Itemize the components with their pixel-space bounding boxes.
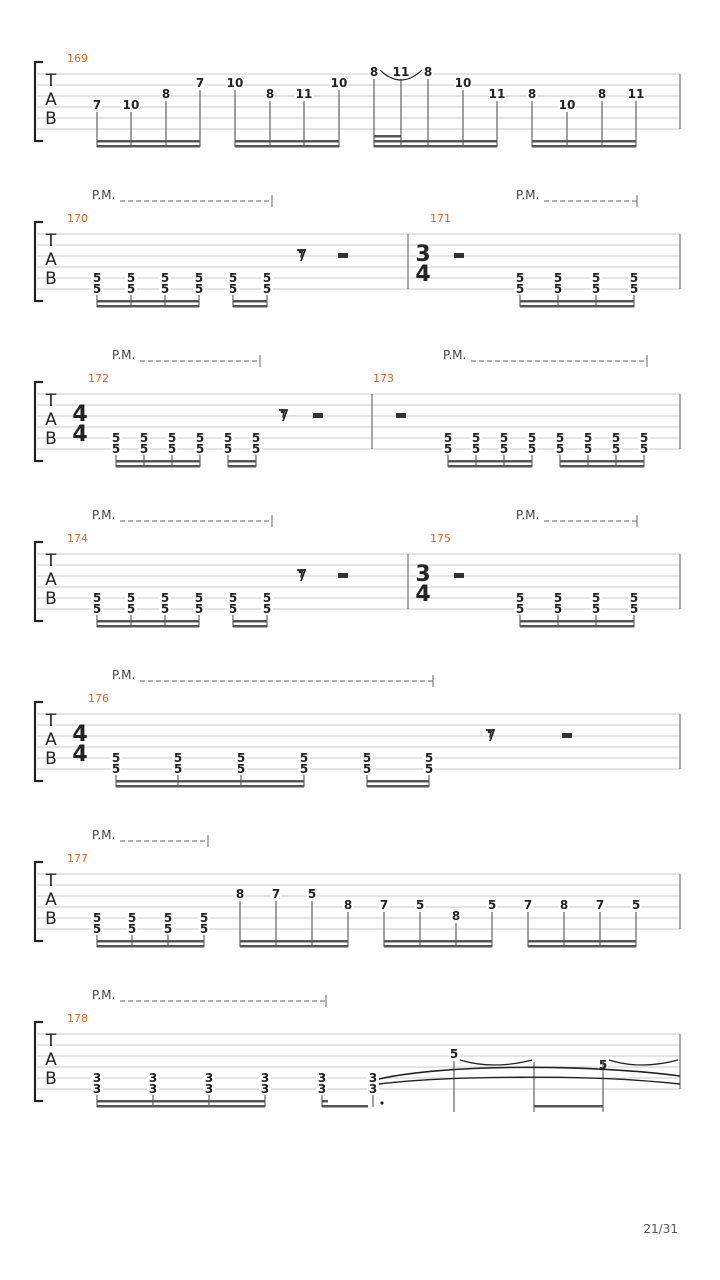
- fret-number: 10: [558, 98, 576, 112]
- fret-number: 5: [499, 431, 509, 445]
- fret-number: 5: [92, 922, 102, 936]
- fret-number: 5: [160, 602, 170, 616]
- fret-number: 5: [471, 442, 481, 456]
- fret-number: 5: [583, 442, 593, 456]
- note: [265, 87, 275, 147]
- fret-number: 11: [488, 87, 506, 101]
- half-rest: [338, 573, 348, 578]
- fret-number: 5: [173, 751, 183, 765]
- staff-system: [35, 828, 680, 948]
- fret-number: 3: [204, 1071, 214, 1085]
- fret-number: 5: [127, 922, 137, 936]
- measure: [67, 1012, 680, 1112]
- beam: [367, 780, 429, 783]
- fret-number: 7: [271, 887, 281, 901]
- measure: [408, 532, 680, 628]
- fret-number: 5: [92, 271, 102, 285]
- tab-clef-letter: A: [45, 250, 57, 270]
- beam: [97, 625, 199, 628]
- fret-number: 5: [471, 431, 481, 445]
- note: [226, 76, 244, 147]
- note: [379, 898, 389, 947]
- time-signature-top: 3: [415, 242, 431, 267]
- fret-number: 5: [126, 591, 136, 605]
- staff-system: [35, 52, 680, 148]
- tab-clef-letter: A: [45, 890, 57, 910]
- tab-clef-letter: A: [45, 90, 57, 110]
- fret-number: 3: [92, 1071, 102, 1085]
- fret-number: 5: [262, 591, 272, 605]
- fret-number: 5: [553, 271, 563, 285]
- half-rest: [454, 253, 464, 258]
- beam: [228, 460, 256, 463]
- fret-number: 5: [167, 431, 177, 445]
- fret-number: 5: [160, 271, 170, 285]
- fret-number: 5: [611, 431, 621, 445]
- beam: [374, 145, 497, 148]
- measure-number: 173: [373, 372, 394, 385]
- time-signature-bottom: 4: [72, 422, 88, 447]
- time-signature-top: 3: [415, 562, 431, 587]
- fret-number: 5: [555, 431, 565, 445]
- beam: [97, 145, 200, 148]
- staff-system: [35, 668, 680, 788]
- fret-number: 5: [443, 431, 453, 445]
- fret-number: 5: [629, 602, 639, 616]
- fret-number: 5: [167, 442, 177, 456]
- fret-number: 5: [111, 751, 121, 765]
- beam: [97, 945, 204, 948]
- measure: [67, 532, 408, 628]
- fret-number: 5: [251, 431, 261, 445]
- tab-clef-letter: T: [45, 231, 57, 251]
- note: [415, 898, 425, 947]
- measure-number: 177: [67, 852, 88, 865]
- note: [161, 87, 171, 147]
- fret-number: 5: [199, 911, 209, 925]
- beam: [534, 1105, 603, 1108]
- beam: [560, 460, 644, 463]
- fret-number: 7: [595, 898, 605, 912]
- fret-number: 10: [226, 76, 244, 90]
- tab-clef-letter: T: [45, 71, 57, 91]
- fret-number: 5: [228, 282, 238, 296]
- beam: [97, 1105, 265, 1108]
- fret-number: 5: [598, 1058, 608, 1072]
- fret-number: 5: [611, 442, 621, 456]
- fret-number: 10: [454, 76, 472, 90]
- fret-number: 3: [148, 1071, 158, 1085]
- fret-number: 5: [449, 1047, 459, 1061]
- note: [523, 898, 533, 947]
- fret-number: 5: [591, 602, 601, 616]
- fret-number: 5: [629, 282, 639, 296]
- beam: [97, 140, 200, 143]
- fret-number: 8: [559, 898, 569, 912]
- note: [597, 87, 607, 147]
- fret-number: 5: [92, 911, 102, 925]
- measure-number: 172: [88, 372, 109, 385]
- beam: [97, 940, 204, 943]
- fret-number: 5: [515, 271, 525, 285]
- fret-number: 8: [265, 87, 275, 101]
- fret-number: 5: [515, 602, 525, 616]
- note: [307, 887, 317, 947]
- fret-number: 5: [195, 431, 205, 445]
- fret-number: 8: [597, 87, 607, 101]
- beam: [322, 1105, 368, 1108]
- fret-number: 5: [223, 431, 233, 445]
- tab-clef-letter: A: [45, 730, 57, 750]
- fret-number: 7: [523, 898, 533, 912]
- beam: [384, 940, 492, 943]
- note: [392, 65, 410, 147]
- beam: [560, 465, 644, 468]
- note: [488, 87, 506, 147]
- fret-number: 5: [362, 751, 372, 765]
- fret-number: 5: [299, 751, 309, 765]
- beam: [97, 620, 199, 623]
- palm-mute-label: P.M.: [92, 988, 116, 1002]
- palm-mute-label: P.M.: [443, 348, 467, 362]
- note: [92, 98, 102, 147]
- beam: [367, 785, 429, 788]
- fret-number: 5: [228, 271, 238, 285]
- palm-mute-label: P.M.: [112, 668, 136, 682]
- measure: [67, 212, 408, 308]
- measure-number: 175: [430, 532, 451, 545]
- half-rest: [562, 733, 572, 738]
- beam: [520, 620, 634, 623]
- fret-number: 5: [591, 591, 601, 605]
- fret-number: 3: [260, 1082, 270, 1096]
- fret-number: 5: [236, 762, 246, 776]
- beam: [520, 625, 634, 628]
- fret-number: 5: [251, 442, 261, 456]
- fret-number: 5: [527, 431, 537, 445]
- fret-number: 5: [139, 431, 149, 445]
- fret-number: 5: [553, 602, 563, 616]
- fret-number: 8: [369, 65, 379, 79]
- fret-number: 11: [392, 65, 410, 79]
- fret-number: 5: [195, 442, 205, 456]
- tie-arc: [609, 1060, 678, 1065]
- beam: [97, 300, 199, 303]
- fret-number: 5: [527, 442, 537, 456]
- fret-number: 5: [499, 442, 509, 456]
- fret-number: 5: [631, 898, 641, 912]
- fret-number: 5: [139, 442, 149, 456]
- fret-number: 3: [148, 1082, 158, 1096]
- tab-clef-letter: B: [45, 589, 57, 609]
- beam: [528, 940, 636, 943]
- staff-system: [35, 188, 680, 308]
- tab-clef-letter: T: [45, 391, 57, 411]
- fret-number: 7: [92, 98, 102, 112]
- fret-number: 5: [362, 762, 372, 776]
- staff-system: [35, 988, 680, 1112]
- measure-number: 170: [67, 212, 88, 225]
- beam: [233, 620, 267, 623]
- fret-number: 5: [199, 922, 209, 936]
- tab-clef-letter: B: [45, 269, 57, 289]
- fret-number: 10: [122, 98, 140, 112]
- fret-number: 5: [639, 442, 649, 456]
- note: [295, 87, 313, 147]
- tab-clef-letter: A: [45, 410, 57, 430]
- fret-number: 5: [262, 271, 272, 285]
- beam: [448, 465, 532, 468]
- note: [595, 898, 605, 947]
- beam: [116, 465, 200, 468]
- fret-number: 5: [553, 282, 563, 296]
- beam: [528, 945, 636, 948]
- tab-clef-letter: B: [45, 1069, 57, 1089]
- note: [559, 898, 569, 947]
- fret-number: 3: [368, 1071, 378, 1085]
- fret-number: 5: [629, 271, 639, 285]
- palm-mute-label: P.M.: [92, 188, 116, 202]
- measure-number: 174: [67, 532, 88, 545]
- measure-number: 176: [88, 692, 109, 705]
- fret-number: 5: [515, 591, 525, 605]
- fret-number: 5: [228, 591, 238, 605]
- fret-number: 8: [343, 898, 353, 912]
- fret-number: 5: [194, 602, 204, 616]
- measure: [372, 372, 680, 468]
- time-signature-top: 4: [72, 402, 88, 427]
- fret-number: 5: [299, 762, 309, 776]
- fret-number: 8: [527, 87, 537, 101]
- fret-number: 5: [415, 898, 425, 912]
- note: [367, 1071, 379, 1107]
- time-signature-bottom: 4: [415, 582, 431, 607]
- fret-number: 5: [223, 442, 233, 456]
- fret-number: 5: [173, 762, 183, 776]
- fret-number: 5: [111, 762, 121, 776]
- fret-number: 5: [194, 591, 204, 605]
- measure-number: 178: [67, 1012, 88, 1025]
- note: [631, 898, 641, 947]
- time-signature-bottom: 4: [415, 262, 431, 287]
- fret-number: 5: [126, 282, 136, 296]
- note: [558, 98, 576, 147]
- tab-clef-letter: B: [45, 109, 57, 129]
- fret-number: 5: [639, 431, 649, 445]
- beam: [374, 140, 497, 143]
- half-rest: [396, 413, 406, 418]
- fret-number: 5: [262, 602, 272, 616]
- tab-clef-letter: B: [45, 909, 57, 929]
- fret-number: 8: [235, 887, 245, 901]
- note: [487, 898, 497, 947]
- fret-number: 5: [307, 887, 317, 901]
- fret-number: 7: [195, 76, 205, 90]
- note: [454, 76, 472, 147]
- measure: [72, 372, 372, 468]
- tab-clef-letter: T: [45, 551, 57, 571]
- fret-number: 5: [553, 591, 563, 605]
- beam: [97, 305, 199, 308]
- measure-number: 171: [430, 212, 451, 225]
- measure: [67, 852, 680, 948]
- beam: [228, 465, 256, 468]
- palm-mute-label: P.M.: [112, 348, 136, 362]
- fret-number: 5: [160, 282, 170, 296]
- beam: [240, 940, 348, 943]
- tab-clef-letter: B: [45, 429, 57, 449]
- tab-clef-letter: B: [45, 749, 57, 769]
- fret-number: 3: [317, 1082, 327, 1096]
- beam: [448, 460, 532, 463]
- beam: [322, 1100, 328, 1103]
- fret-number: 5: [262, 282, 272, 296]
- staff-system: [35, 508, 680, 628]
- beam: [116, 780, 304, 783]
- note: [369, 65, 379, 147]
- beam: [520, 300, 634, 303]
- fret-number: 8: [423, 65, 433, 79]
- fret-number: 5: [443, 442, 453, 456]
- fret-number: 11: [295, 87, 313, 101]
- eighth-rest: 𝄾: [487, 724, 493, 745]
- fret-number: 8: [161, 87, 171, 101]
- palm-mute-label: P.M.: [92, 508, 116, 522]
- note: [195, 76, 205, 147]
- tab-clef-letter: T: [45, 871, 57, 891]
- note: [343, 898, 353, 947]
- palm-mute-label: P.M.: [516, 508, 540, 522]
- fret-number: 3: [204, 1082, 214, 1096]
- half-rest: [338, 253, 348, 258]
- beam: [233, 305, 267, 308]
- beam: [233, 300, 267, 303]
- beam: [240, 945, 348, 948]
- fret-number: 10: [330, 76, 348, 90]
- fret-number: 5: [487, 898, 497, 912]
- fret-number: 3: [92, 1082, 102, 1096]
- half-rest: [454, 573, 464, 578]
- fret-number: 5: [591, 282, 601, 296]
- fret-number: 11: [627, 87, 645, 101]
- fret-number: 5: [111, 431, 121, 445]
- note: [330, 76, 348, 147]
- beam: [520, 305, 634, 308]
- beam: [374, 135, 401, 138]
- eighth-rest: 𝄾: [280, 404, 286, 425]
- fret-number: 5: [194, 271, 204, 285]
- tab-clef-letter: T: [45, 711, 57, 731]
- half-rest: [313, 413, 323, 418]
- fret-number: 5: [424, 751, 434, 765]
- tab-clef-letter: A: [45, 1050, 57, 1070]
- fret-number: 5: [194, 282, 204, 296]
- fret-number: 3: [260, 1071, 270, 1085]
- fret-number: 5: [163, 911, 173, 925]
- note: [235, 887, 245, 947]
- palm-mute-label: P.M.: [516, 188, 540, 202]
- fret-number: 3: [368, 1082, 378, 1096]
- measure-number: 169: [67, 52, 88, 65]
- page-indicator: 21/31: [643, 1222, 678, 1236]
- beam: [532, 140, 636, 143]
- fret-number: 5: [591, 271, 601, 285]
- fret-number: 5: [92, 591, 102, 605]
- note: [527, 87, 537, 147]
- staff-system: [35, 348, 680, 468]
- fret-number: 5: [236, 751, 246, 765]
- fret-number: 5: [228, 602, 238, 616]
- note: [271, 887, 281, 947]
- note: [122, 98, 140, 147]
- beam: [97, 1100, 265, 1103]
- measure: [408, 212, 680, 308]
- fret-number: 5: [629, 591, 639, 605]
- fret-number: 5: [163, 922, 173, 936]
- measure: [72, 692, 680, 788]
- measure: [67, 52, 680, 148]
- fret-number: 5: [160, 591, 170, 605]
- note: [627, 87, 645, 147]
- tab-clef-letter: T: [45, 1031, 57, 1051]
- eighth-rest: 𝄾: [298, 564, 304, 585]
- time-signature-bottom: 4: [72, 742, 88, 767]
- beam: [116, 460, 200, 463]
- fret-number: 5: [583, 431, 593, 445]
- fret-number: 5: [111, 442, 121, 456]
- tab-clef-letter: A: [45, 570, 57, 590]
- tie-arc: [460, 1060, 532, 1065]
- beam: [384, 945, 492, 948]
- note: [423, 65, 433, 147]
- fret-number: 5: [92, 602, 102, 616]
- fret-number: 5: [515, 282, 525, 296]
- fret-number: 5: [424, 762, 434, 776]
- beam: [235, 140, 339, 143]
- fret-number: 5: [126, 602, 136, 616]
- fret-number: 5: [92, 282, 102, 296]
- fret-number: 5: [126, 271, 136, 285]
- fret-number: 7: [379, 898, 389, 912]
- fret-number: 3: [317, 1071, 327, 1085]
- beam: [116, 785, 304, 788]
- beam: [532, 145, 636, 148]
- eighth-rest: 𝄾: [298, 244, 304, 265]
- beam: [235, 145, 339, 148]
- time-signature-top: 4: [72, 722, 88, 747]
- palm-mute-label: P.M.: [92, 828, 116, 842]
- fret-number: 8: [451, 909, 461, 923]
- rhythm-dot: [380, 1101, 383, 1104]
- fret-number: 5: [127, 911, 137, 925]
- beam: [233, 625, 267, 628]
- fret-number: 5: [555, 442, 565, 456]
